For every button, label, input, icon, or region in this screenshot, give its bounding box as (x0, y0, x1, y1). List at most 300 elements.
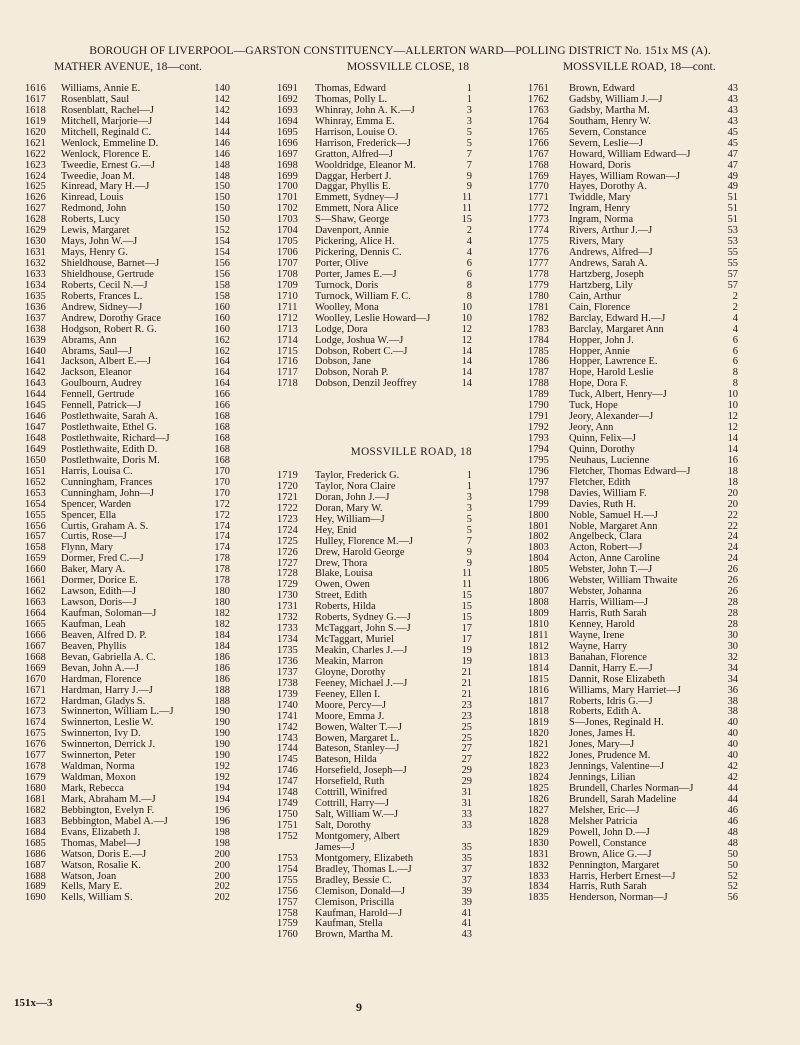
house-number: 51 (727, 192, 738, 204)
elector-number: 1702 (277, 203, 298, 215)
elector-name: Mitchell, Marjorie—J (61, 115, 153, 127)
elector-row (528, 325, 738, 336)
elector-name: Melsher, Eric—J (569, 804, 640, 816)
elector-row (25, 850, 230, 861)
elector-name: Hey, Enid (315, 524, 357, 536)
house-number: 180 (214, 586, 230, 598)
elector-name: Bebbington, Mabel A.—J (61, 815, 168, 827)
house-number: 186 (214, 662, 230, 674)
house-number: 6 (466, 258, 472, 269)
elector-number: 1674 (25, 717, 46, 729)
column-mather-avenue (25, 84, 230, 904)
elector-name: Lawson, Doris—J (61, 597, 137, 609)
house-number: 194 (214, 793, 230, 805)
house-number: 3 (466, 104, 472, 116)
elector-name: Quinn, Felix—J (569, 433, 636, 444)
elector-number: 1800 (528, 509, 549, 521)
elector-name: Mark, Rebecca (61, 783, 124, 794)
elector-name: Cain, Arthur (569, 290, 621, 302)
house-number: 50 (727, 848, 738, 860)
elector-number: 1718 (277, 378, 298, 390)
elector-name: Lodge, Dora (315, 323, 368, 335)
elector-name: Hartzberg, Lily (569, 279, 633, 291)
house-number: 150 (214, 192, 230, 204)
house-number: 196 (214, 804, 230, 816)
elector-number: 1766 (528, 137, 549, 149)
elector-name: Hopper, John J. (569, 334, 634, 346)
elector-number: 1701 (277, 192, 298, 204)
elector-number: 1821 (528, 739, 549, 751)
elector-name: Kinread, Louis (61, 192, 124, 204)
house-number: 194 (214, 783, 230, 794)
elector-number: 1776 (528, 247, 549, 259)
elector-name: Thomas, Edward (315, 83, 386, 94)
elector-number: 1727 (277, 557, 298, 569)
elector-row (25, 522, 230, 533)
elector-name: Dobson, Norah P. (315, 367, 389, 379)
elector-row (25, 773, 230, 784)
elector-number: 1642 (25, 367, 46, 379)
elector-number: 1696 (277, 137, 298, 149)
elector-number: 1816 (528, 684, 549, 696)
elector-number: 1769 (528, 170, 549, 182)
elector-number: 1628 (25, 214, 46, 226)
elector-number: 1748 (277, 787, 298, 799)
elector-name: Postlethwaite, Richard—J (61, 433, 170, 444)
elector-name: Fennell, Patrick—J (61, 400, 142, 412)
elector-number: 1661 (25, 575, 46, 587)
elector-name: Turnock, Doris (315, 279, 379, 291)
elector-name: Salt, Dorothy (315, 820, 371, 831)
elector-name: Kells, Mary E. (61, 881, 123, 893)
house-number: 18 (727, 476, 738, 488)
elector-number: 1659 (25, 553, 46, 565)
elector-name: Banahan, Florence (569, 651, 647, 663)
elector-name: Dannit, Rose Elizabeth (569, 673, 666, 685)
elector-row (277, 832, 472, 843)
elector-name: Abrams, Ann (61, 334, 117, 346)
house-number: 28 (727, 608, 738, 619)
elector-name: Watson, Rosalie K. (61, 859, 141, 871)
elector-name: Mays, Henry G. (61, 247, 128, 259)
house-number: 24 (727, 553, 738, 565)
elector-row (277, 712, 472, 723)
house-number: 15 (461, 612, 472, 624)
elector-number: 1690 (25, 892, 46, 904)
elector-number: 1829 (528, 826, 549, 838)
house-number: 41 (461, 907, 472, 919)
house-number: 188 (214, 695, 230, 707)
house-number: 144 (214, 115, 230, 127)
elector-row (528, 161, 738, 172)
elector-row (528, 467, 738, 478)
elector-number: 1820 (528, 728, 549, 740)
house-number: 168 (214, 443, 230, 455)
elector-name: Tweedie, Joan M. (61, 170, 135, 182)
house-number: 164 (214, 356, 230, 368)
house-number: 168 (214, 433, 230, 444)
elector-number: 1819 (528, 717, 549, 729)
elector-name: Rosenblatt, Rachel—J (61, 104, 154, 116)
elector-row (528, 675, 738, 686)
elector-name: Kaufman, Leah (61, 618, 126, 630)
elector-number: 1665 (25, 618, 46, 630)
house-number: 152 (214, 225, 230, 237)
elector-name: Jones, James H. (569, 728, 636, 740)
elector-number: 1747 (277, 776, 298, 788)
elector-number: 1784 (528, 334, 549, 346)
elector-name: Brown, Edward (569, 83, 635, 94)
elector-name: Ingram, Norma (569, 214, 634, 226)
elector-name: Porter, Olive (315, 258, 369, 269)
house-number: 18 (727, 465, 738, 477)
elector-number: 1770 (528, 181, 549, 193)
elector-number: 1801 (528, 520, 549, 532)
elector-number: 1763 (528, 104, 549, 116)
elector-number: 1730 (277, 590, 298, 602)
elector-name: Hayes, William Rowan—J (569, 170, 681, 182)
elector-row (277, 379, 472, 390)
elector-row (277, 701, 472, 712)
elector-number: 1737 (277, 666, 298, 678)
elector-name: Salt, William W.—J (315, 809, 399, 821)
elector-number: 1825 (528, 783, 549, 794)
house-number: 8 (732, 367, 738, 379)
house-number: 9 (466, 557, 472, 569)
elector-name: Feeney, Michael J.—J (315, 677, 408, 689)
elector-name: Meakin, Charles J.—J (315, 645, 408, 656)
elector-number: 1792 (528, 422, 549, 434)
elector-number: 1656 (25, 520, 46, 532)
house-number: 35 (461, 852, 472, 864)
elector-name: Gadsby, William J.—J (569, 93, 663, 105)
elector-name: Rosenblatt, Saul (61, 93, 130, 105)
house-number: 180 (214, 597, 230, 609)
elector-name: Shieldhouse, Barnet—J (61, 258, 160, 269)
elector-name: Ingram, Henry (569, 203, 631, 215)
elector-row (528, 281, 738, 292)
elector-number: 1751 (277, 820, 298, 831)
elector-row (25, 872, 230, 883)
elector-number: 1732 (277, 612, 298, 624)
elector-name: Daggar, Phyllis E. (315, 181, 391, 193)
elector-name: Bowen, Walter T.—J (315, 721, 402, 733)
house-number: 14 (727, 433, 738, 444)
elector-number: 1755 (277, 874, 298, 886)
house-number: 11 (461, 192, 472, 204)
elector-row (277, 569, 472, 580)
elector-name: Dobson, Denzil Jeoffrey (315, 378, 417, 390)
elector-name: Gloyne, Dorothy (315, 666, 386, 678)
house-number: 7 (466, 159, 472, 171)
elector-number: 1826 (528, 793, 549, 805)
elector-number: 1716 (277, 356, 298, 368)
elector-name: Rivers, Mary (569, 236, 624, 248)
elector-name: Harris, Louisa C. (61, 465, 133, 477)
elector-name: Evans, Elizabeth J. (61, 826, 141, 838)
elector-row (528, 182, 738, 193)
elector-row (277, 150, 472, 161)
elector-name: Emmett, Nora Alice (315, 203, 399, 215)
elector-row (25, 675, 230, 686)
elector-name: Pennington, Margaret (569, 859, 660, 871)
elector-name: Montgomery, Albert (315, 830, 400, 842)
elector-name: Jennings, Valentine—J (569, 761, 665, 773)
elector-name: Lewis, Margaret (61, 225, 130, 237)
elector-number: 1803 (528, 542, 549, 554)
house-number: 14 (461, 367, 472, 379)
elector-number: 1789 (528, 389, 549, 401)
elector-number: 1818 (528, 706, 549, 718)
house-number: 166 (214, 400, 230, 412)
elector-number: 1810 (528, 618, 549, 630)
elector-name: Wenlock, Florence E. (61, 148, 151, 160)
elector-name: Powell, John D.—J (569, 826, 650, 838)
elector-number: 1797 (528, 476, 549, 488)
elector-name: Swinnerton, Derrick J. (61, 739, 156, 751)
house-number: 43 (727, 115, 738, 127)
elector-number: 1668 (25, 651, 46, 663)
elector-number: 1741 (277, 710, 298, 722)
house-number: 198 (214, 837, 230, 849)
house-number: 9 (466, 170, 472, 182)
house-number: 150 (214, 203, 230, 215)
elector-name: Meakin, Marron (315, 655, 384, 667)
elector-row (277, 314, 472, 325)
elector-number: 1700 (277, 181, 298, 193)
elector-number: 1719 (277, 470, 298, 481)
house-number: 186 (214, 651, 230, 663)
elector-name: Curtis, Graham A. S. (61, 520, 149, 532)
house-number: 158 (214, 279, 230, 291)
house-number: 154 (214, 247, 230, 259)
house-number: 55 (727, 258, 738, 269)
elector-number: 1691 (277, 83, 298, 94)
elector-number: 1670 (25, 673, 46, 685)
elector-name: Horsefield, Joseph—J (315, 765, 407, 777)
elector-row (277, 930, 472, 941)
house-number: 150 (214, 214, 230, 226)
elector-row (528, 193, 738, 204)
elector-number: 1640 (25, 345, 46, 357)
elector-number: 1703 (277, 214, 298, 226)
elector-row (25, 314, 230, 325)
house-number: 45 (727, 126, 738, 138)
elector-name: Bowen, Margaret L. (315, 732, 400, 744)
elector-number: 1688 (25, 870, 46, 882)
elector-name: Hardman, Florence (61, 673, 142, 685)
elector-row (528, 390, 738, 401)
house-number: 50 (727, 859, 738, 871)
house-number: 178 (214, 564, 230, 576)
elector-number: 1632 (25, 258, 46, 269)
house-number: 40 (727, 739, 738, 751)
house-number: 162 (214, 345, 230, 357)
house-number: 23 (461, 699, 472, 711)
house-number: 48 (727, 826, 738, 838)
elector-number: 1762 (528, 93, 549, 105)
heading-mossville-road: MOSSVILLE ROAD, 18 (350, 446, 472, 458)
elector-number: 1808 (528, 597, 549, 609)
house-number: 168 (214, 454, 230, 466)
elector-row (25, 893, 230, 904)
elector-row (25, 861, 230, 872)
elector-name: Davies, Ruth H. (569, 498, 636, 510)
elector-number: 1622 (25, 148, 46, 160)
elector-number: 1775 (528, 236, 549, 248)
elector-name: Hope, Dora F. (569, 378, 628, 390)
elector-name: Mitchell, Reginald C. (61, 126, 152, 138)
house-number: 2 (732, 290, 738, 302)
house-number: 48 (727, 837, 738, 849)
elector-number: 1660 (25, 564, 46, 576)
elector-row (277, 139, 472, 150)
elector-name: Fletcher, Thomas Edward—J (569, 465, 691, 477)
house-number: 174 (214, 531, 230, 543)
elector-row (25, 609, 230, 620)
elector-name: Wayne, Harry (569, 640, 628, 652)
elector-number: 1828 (528, 815, 549, 827)
elector-name: Shieldhouse, Gertrude (61, 268, 154, 280)
elector-number: 1746 (277, 765, 298, 777)
elector-name: Gadsby, Martha M. (569, 104, 650, 116)
elector-name: Brown, Alice G.—J (569, 848, 652, 860)
elector-name: Fletcher, Edith (569, 476, 631, 488)
elector-number: 1787 (528, 367, 549, 379)
column-mossville-road-cont (528, 84, 738, 904)
elector-number: 1667 (25, 640, 46, 652)
elector-name: Spencer, Ella (61, 509, 116, 521)
house-number: 146 (214, 137, 230, 149)
house-number: 12 (461, 323, 472, 335)
house-number: 24 (727, 542, 738, 554)
elector-number: 1645 (25, 400, 46, 412)
house-number: 5 (466, 513, 472, 525)
house-number: 16 (727, 454, 738, 466)
house-number: 26 (727, 586, 738, 598)
elector-number: 1813 (528, 651, 549, 663)
elector-row (528, 368, 738, 379)
elector-name: Goulbourn, Audrey (61, 378, 142, 390)
elector-name: Dormer, Dorice E. (61, 575, 138, 587)
elector-name: Hopper, Annie (569, 345, 630, 357)
elector-row (277, 336, 472, 347)
elector-row (277, 248, 472, 259)
elector-name: Kells, William S. (61, 892, 133, 904)
elector-name: Jackson, Albert E.—J (61, 356, 152, 368)
house-number: 174 (214, 542, 230, 554)
house-number: 20 (727, 498, 738, 510)
house-number: 1 (466, 83, 472, 94)
elector-name: Dobson, Robert C.—J (315, 345, 408, 357)
house-number: 30 (727, 629, 738, 641)
elector-number: 1704 (277, 225, 298, 237)
house-number: 26 (727, 575, 738, 587)
elector-name: Brundell, Sarah Madeline (569, 793, 677, 805)
house-number: 56 (727, 892, 738, 904)
house-number: 178 (214, 553, 230, 565)
elector-name: Pickering, Alice H. (315, 236, 395, 248)
elector-number: 1619 (25, 115, 46, 127)
elector-name: Swinnerton, Ivy D. (61, 728, 141, 740)
elector-number: 1768 (528, 159, 549, 171)
elector-row (277, 161, 472, 172)
house-number: 1 (466, 480, 472, 492)
house-number: 40 (727, 717, 738, 729)
elector-number: 1777 (528, 258, 549, 269)
elector-number: 1717 (277, 367, 298, 379)
elector-number: 1817 (528, 695, 549, 707)
elector-name: Barclay, Edward H.—J (569, 312, 666, 324)
elector-name: Hayes, Dorothy A. (569, 181, 647, 193)
heading-mossville-close: MOSSVILLE CLOSE, 18 (347, 60, 470, 73)
house-number: 158 (214, 290, 230, 302)
house-number: 51 (727, 203, 738, 215)
house-number: 31 (461, 798, 472, 810)
elector-number: 1767 (528, 148, 549, 160)
elector-name: Hardman, Gladys S. (61, 695, 146, 707)
house-number: 11 (461, 203, 472, 215)
heading-mather-avenue: MATHER AVENUE, 18—cont. (54, 60, 202, 73)
house-number: 4 (466, 247, 472, 259)
house-number: 168 (214, 422, 230, 434)
elector-name: Bevan, John A.—J (61, 662, 139, 674)
house-number: 150 (214, 181, 230, 193)
elector-name: Bebbington, Evelyn F. (61, 804, 155, 816)
elector-row (277, 537, 472, 548)
elector-name: Harris, Ruth Sarah (569, 881, 647, 893)
elector-number: 1721 (277, 491, 298, 503)
elector-name: Whinray, John A. K.—J (315, 104, 415, 116)
house-number: 15 (461, 590, 472, 602)
elector-number: 1728 (277, 568, 298, 580)
house-number: 190 (214, 717, 230, 729)
house-number: 23 (461, 710, 472, 722)
house-number: 51 (727, 214, 738, 226)
elector-name: Kinread, Mary H.—J (61, 181, 150, 193)
elector-number: 1788 (528, 378, 549, 390)
elector-name: Lawson, Edith—J (61, 586, 137, 598)
house-number: 38 (727, 695, 738, 707)
elector-number: 1708 (277, 268, 298, 280)
house-number: 140 (214, 83, 230, 94)
elector-name: Bevan, Gabriella A. C. (61, 651, 156, 663)
house-number: 170 (214, 476, 230, 488)
elector-row (25, 150, 230, 161)
elector-number: 1790 (528, 400, 549, 412)
house-number: 9 (466, 546, 472, 558)
elector-name: Horsefield, Ruth (315, 776, 385, 788)
elector-name: Mays, John W.—J (61, 236, 138, 248)
elector-name: Gratton, Alfred—J (315, 148, 393, 160)
elector-number: 1756 (277, 885, 298, 897)
elector-number: 1749 (277, 798, 298, 810)
house-number: 26 (727, 564, 738, 576)
house-number: 148 (214, 159, 230, 171)
elector-number: 1815 (528, 673, 549, 685)
elector-name: Watson, Doris E.—J (61, 848, 147, 860)
house-number: 15 (461, 601, 472, 613)
house-number: 53 (727, 236, 738, 248)
elector-name: Hodgson, Robert R. G. (61, 323, 157, 335)
elector-name: Jeory, Alexander—J (569, 411, 654, 423)
elector-number: 1710 (277, 290, 298, 302)
house-number: 10 (727, 389, 738, 401)
house-number: 39 (461, 885, 472, 897)
elector-name: Severn, Constance (569, 126, 647, 138)
elector-number: 1773 (528, 214, 549, 226)
house-number: 19 (461, 645, 472, 656)
